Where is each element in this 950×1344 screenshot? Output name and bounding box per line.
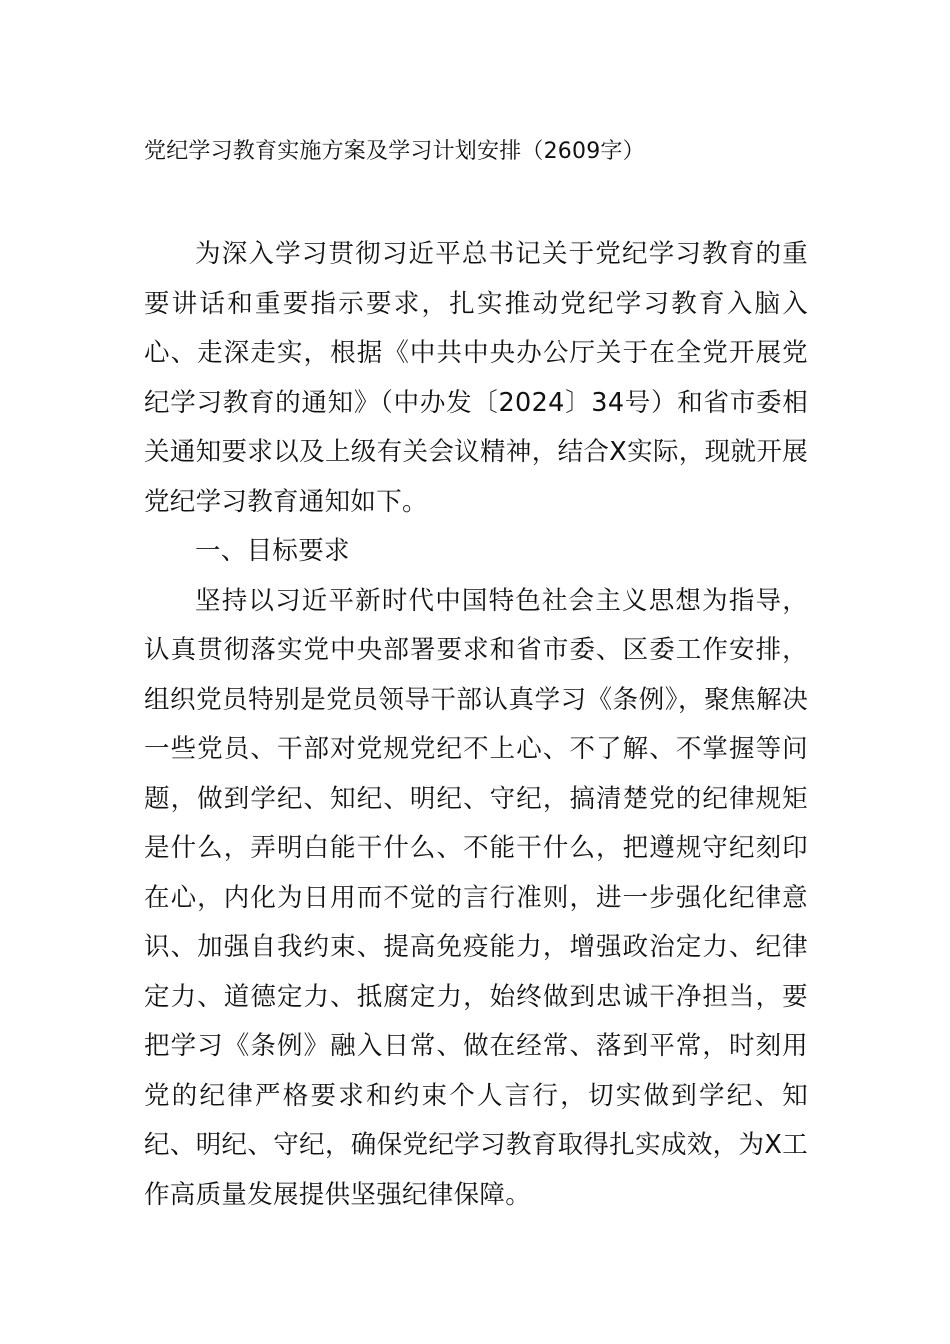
document-body [144, 230, 808, 1220]
document-title: 党纪学习教育实施方案及学习计划安排（2609字） [144, 139, 645, 164]
section-heading-goals: 一、目标要求 [195, 536, 350, 566]
goals-paragraph: 坚持以习近平新时代中国特色社会主义思想为指导，认真贯彻落实党中央部署要求和省市委、区委工作安排，组织党员特别是党员领导干部认真学习《条例》，聚焦解决一些党员、干部对党规党纪不上心、不了解、不掌握等问题，做到学纪、知纪、明纪、守纪，搞清楚党的纪律规矩是什么，弄明白能干什么、不能干什么，把遵规守纪刻印在心，内化为日用而不觉的言行准则，进一步强化纪律意识、加强自我约束、提高免疫能力，增强政治定力、纪律定力、道德定力、抵腐定力，始终做到忠诚干净担当，要把学习《条例》融入日常、做在经常、落到平常，时刻用党的纪律严格要求和约束个人言行，切实做到学纪、知纪、明纪、守纪，确保党纪学习教育取得扎实成效，为X工作高质量发展提供坚强纪律保障。 [144, 585, 808, 1210]
intro-paragraph: 为深入学习贯彻习近平总书记关于党纪学习教育的重要讲话和重要指示要求，扎实推动党纪学习教育入脑入心、走深走实，根据《中共中央办公厅关于在全党开展党纪学习教育的通知》（中办发〔2024〕34号）和省市委相关通知要求以及上级有关会议精神，结合X实际，现就开展党纪学习教育通知如下。 [144, 239, 808, 517]
